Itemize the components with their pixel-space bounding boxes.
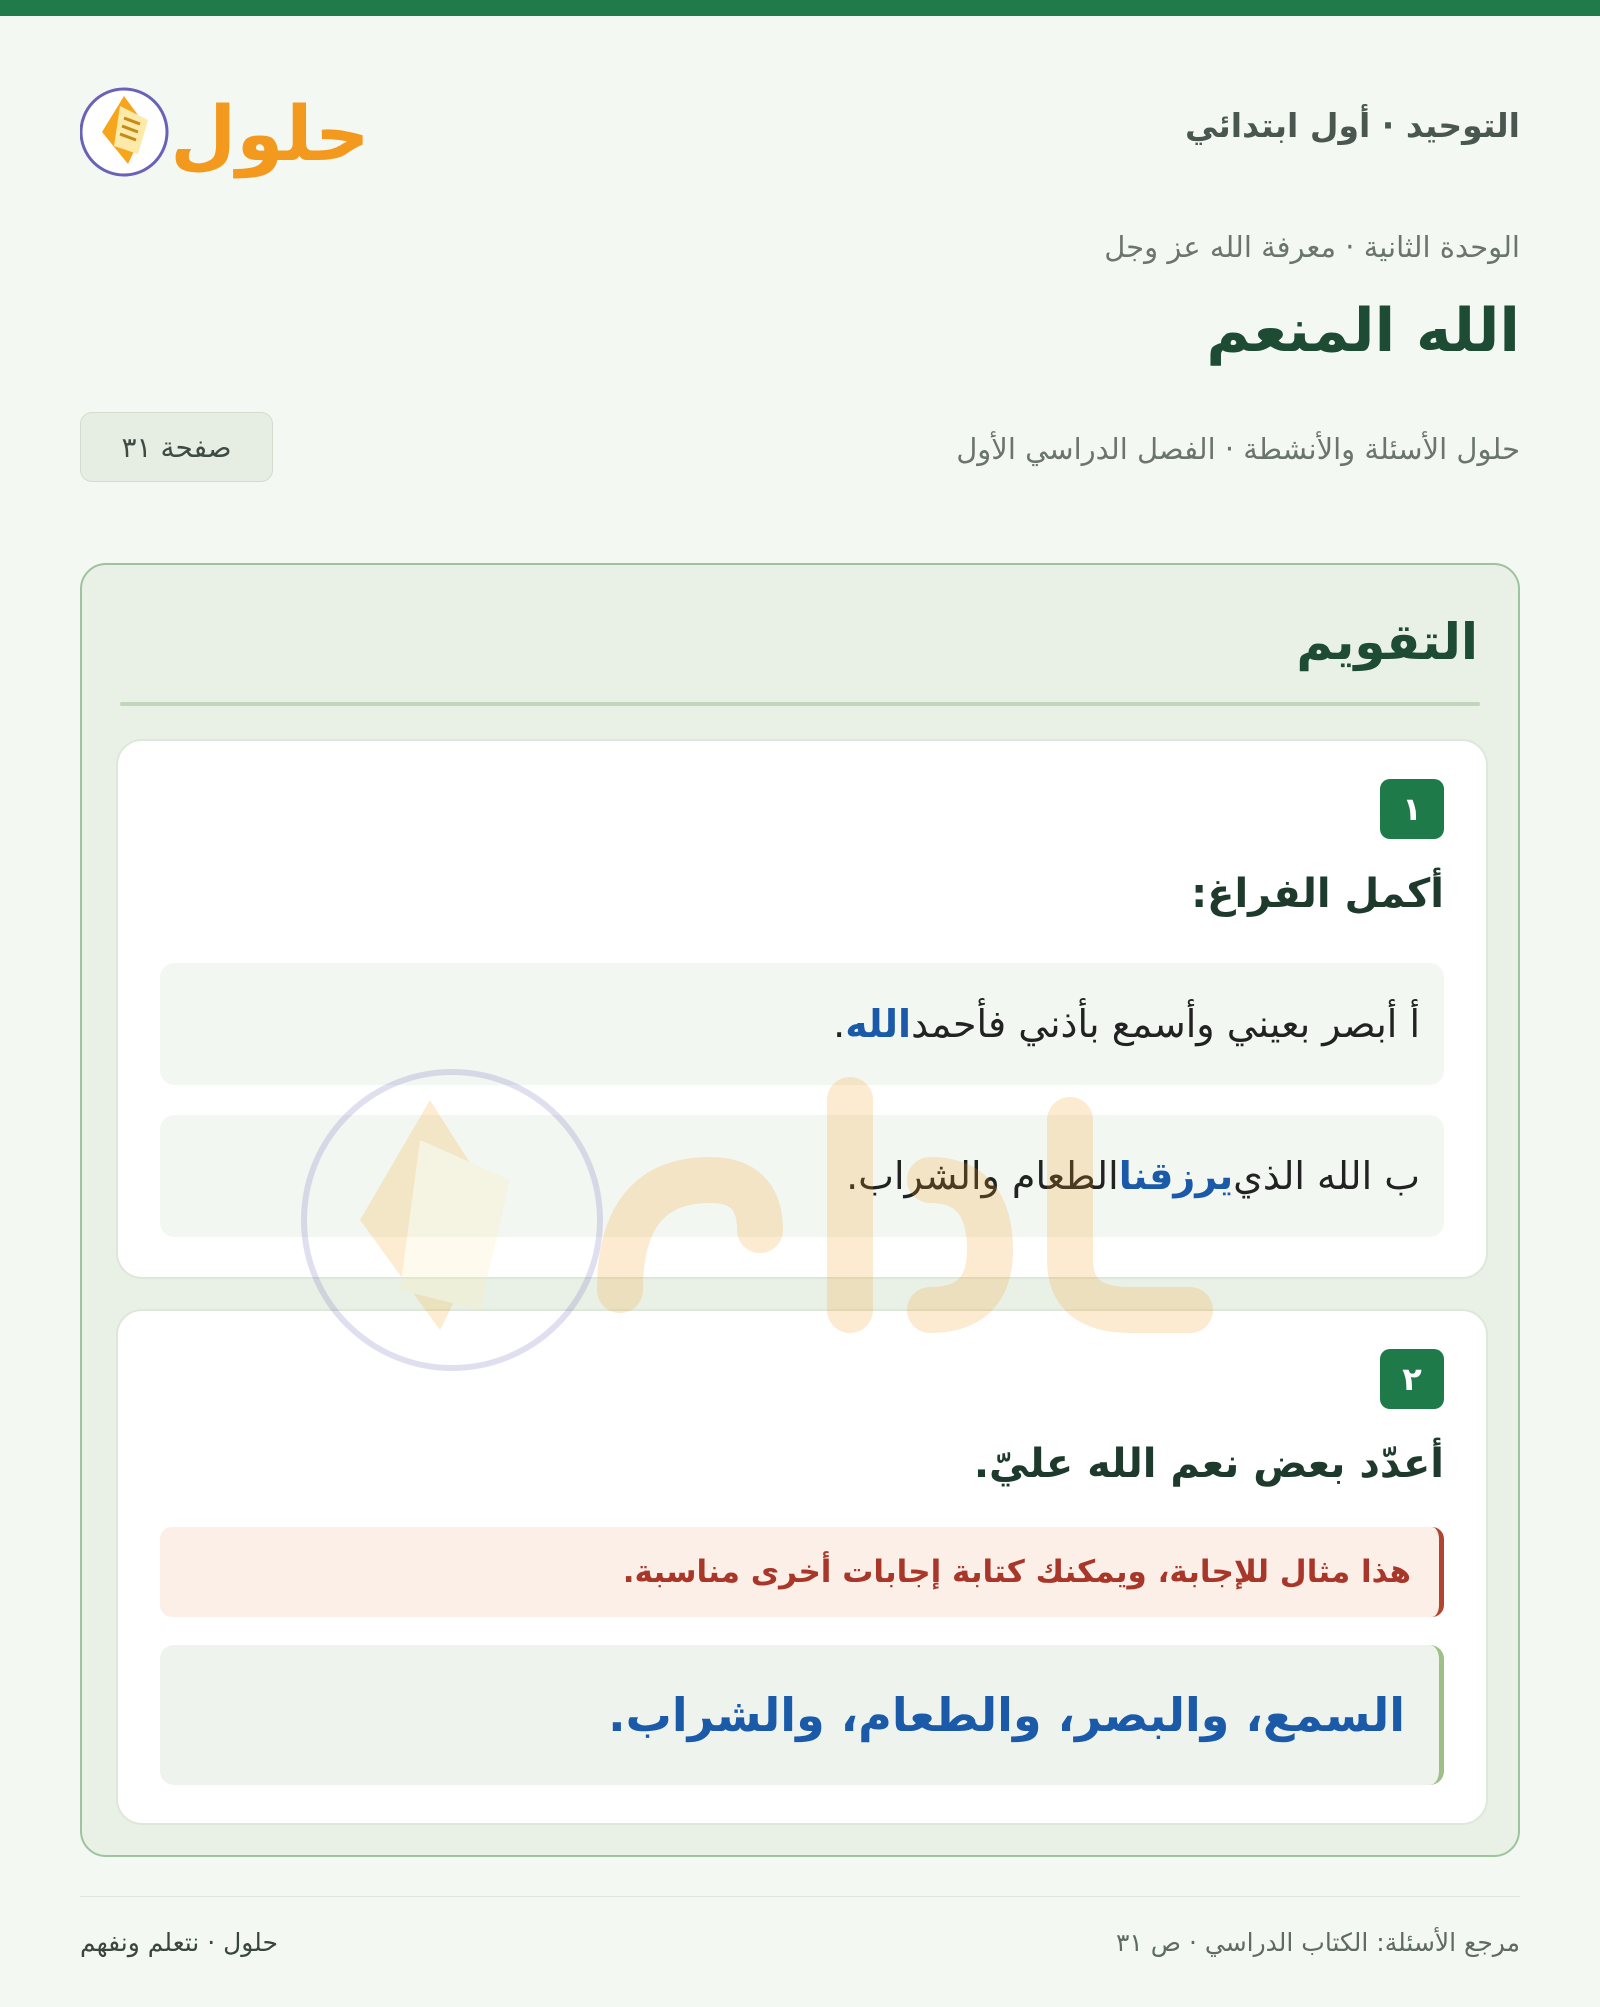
page-header bbox=[80, 60, 1520, 190]
example-answer-note: هذا مثال للإجابة، ويمكنك كتابة إجابات أخرى مناسبة. bbox=[160, 1527, 1444, 1617]
footer-reference: مرجع الأسئلة: الكتاب الدراسي · ص ٣١ bbox=[1115, 1928, 1520, 1957]
question-card-1 bbox=[116, 739, 1488, 1279]
fill-blank-item-b bbox=[160, 1115, 1444, 1237]
question-prompt: أعدّد بعض نعم الله عليّ. bbox=[973, 1441, 1444, 1487]
subject-title: التوحيد · أول ابتدائي bbox=[1185, 106, 1520, 145]
question-number-badge: ٢ bbox=[1380, 1349, 1444, 1409]
blank-answer: الله bbox=[845, 1002, 912, 1046]
lesson-meta: حلول الأسئلة والأنشطة · الفصل الدراسي الأول bbox=[956, 432, 1520, 466]
panel-divider bbox=[120, 702, 1480, 706]
unit-breadcrumb: الوحدة الثانية · معرفة الله عز وجل bbox=[1104, 230, 1520, 264]
logo-text: حلول bbox=[170, 89, 370, 178]
item-text: أ أبصر بعيني وأسمع بأذني فأحمد bbox=[911, 1002, 1420, 1046]
evaluation-panel bbox=[80, 563, 1520, 1857]
page-number-badge: صفحة ٣١ bbox=[80, 412, 273, 482]
item-text: ب الله الذي bbox=[1233, 1154, 1420, 1198]
footer-divider bbox=[80, 1896, 1520, 1897]
footer-brand: حلول · نتعلم ونفهم bbox=[80, 1928, 278, 1957]
panel-title: التقويم bbox=[1296, 613, 1478, 671]
logo-graphic bbox=[80, 60, 370, 190]
hulul-logo[interactable] bbox=[80, 60, 370, 190]
top-accent-bar bbox=[0, 0, 1600, 16]
blank-answer: يرزقنا bbox=[1118, 1154, 1234, 1198]
lesson-title: الله المنعم bbox=[1206, 296, 1520, 366]
fill-blank-item-a bbox=[160, 963, 1444, 1085]
model-answer: السمع، والبصر، والطعام، والشراب. bbox=[160, 1645, 1444, 1785]
item-suffix: الطعام والشراب. bbox=[846, 1154, 1119, 1198]
question-number-badge: ١ bbox=[1380, 779, 1444, 839]
question-card-2 bbox=[116, 1309, 1488, 1825]
item-suffix: . bbox=[833, 1002, 846, 1046]
question-prompt: أكمل الفراغ: bbox=[1191, 871, 1444, 917]
